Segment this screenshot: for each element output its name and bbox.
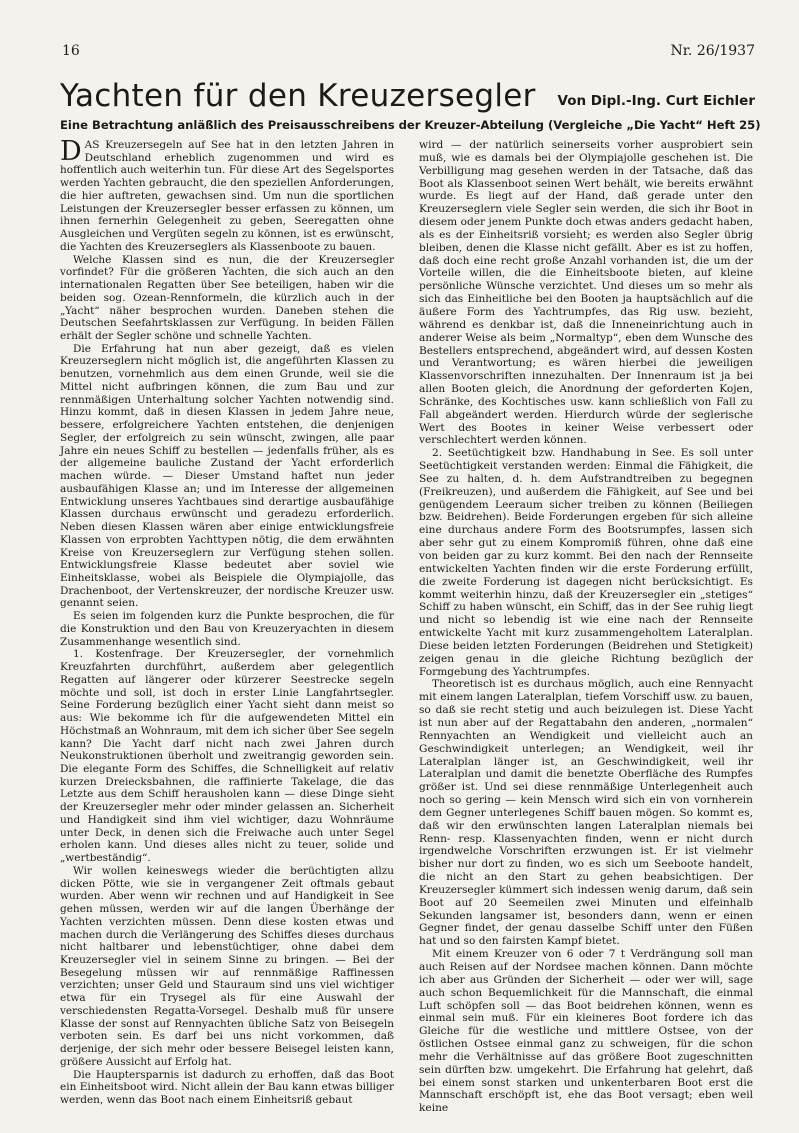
paragraph-text: AS Kreuzersegeln auf See hat in den letzten Jahren in Deutschland erheblich zugenommen und wird es hoffentlich auch weiterhin tun. Für diese Art des Segelsportes werden Yachten gebraucht, die den speziellen Anforderungen, die hier auftreten, gewachsen sind. Um nun die sportlichen Leistungen der Kreuzersegler besser erfassen zu können, um ihnen fernerhin Gelegenheit zu geben, Seeregatten ohne Ausgleichen und Vergüten segeln zu können, ist es erwünscht, die Yachten des Kreuzerseglers als Klassenboote zu bauen.	[60, 139, 394, 253]
paragraph: 2. Seetüchtigkeit bzw. Handhabung in See. Es soll unter Seetüchtigkeit verstanden werden: Einmal die Fähigkeit, die See zu halten, d. h. dem Aufstrandtreiben zu begegnen (Freikreuzen), und außerdem die Fähigkeit, auf See und bei genügendem Leeraum sicher treiben zu können (Beiliegen bzw. Beidrehen). Beide Forderungen ergeben für sich alleine eine durchaus andere Form des Bootsrumpfes, lassen sich aber sehr gut zu einem Kompromiß führen, ohne daß eine von beiden gar zu kurz kommt. Bei den nach der Rennseite entwickelten Yachten finden wir die erste Forderung erfüllt, die zweite Forderung ist dagegen nicht berücksichtigt. Es kommt weiterhin hinzu, daß der Kreuzersegler ein „stetiges“ Schiff zu haben wünscht, ein Schiff, das in der See ruhig liegt und nicht so lebendig ist wie eine nach der Rennseite entwickelte Yacht mit kurz zusammengeholtem Lateralplan. Diese beiden letzten Forderungen (Beidrehen und Stetigkeit) zeigen genau in die gleiche Richtung bezüglich der Formgebung des Yachtrumpfes.	[419, 447, 753, 678]
paragraph: Theoretisch ist es durchaus möglich, auch eine Rennyacht mit einem langen Lateralplan, tiefem Vorschiff usw. zu bauen, so daß sie recht stetig und auch beizulegen ist. Diese Yacht ist nun aber auf der Regattabahn den anderen, „normalen“ Rennyachten an Wendigkeit und vielleicht auch an Geschwindigkeit unterlegen; an Wendigkeit, weil ihr Lateralplan länger ist, an Geschwindigkeit, weil ihr Lateralplan und damit die benetzte Oberfläche des Rumpfes größer ist. Und sei diese rennmäßige Unterlegenheit auch noch so gering — kein Mensch wird sich ein von vornherein dem Gegner unterlegenes Schiff bauen mögen. So kommt es, daß wir den erwünschten langen Lateralplan niemals bei Renn- resp. Klassenyachten finden, wenn er nicht durch irgendwelche Vorschriften erzwungen ist. Er ist vielmehr bisher nur dort zu finden, wo es sich um Seeboote handelt, die nicht an den Start zu gehen beabsichtigen. Der Kreuzersegler kümmert sich indessen wenig darum, daß sein Boot auf 20 Seemeilen zwei Minuten und elfeinhalb Sekunden langsamer ist, besonders dann, wenn er einen Gegner findet, der genau dasselbe Schiff unter den Füßen hat und so den fairsten Kampf bietet.	[419, 678, 753, 948]
paragraph: wird — der natürlich seinerseits vorher ausprobiert sein muß, wie es damals bei der Olympiajolle geschehen ist. Die Verbilligung mag gesehen werden in der Tatsache, daß das Boot als Klassenboot seinen Wert behält, wie bereits erwähnt wurde. Es liegt auf der Hand, daß gerade unter den Kreuzerseglern viele Segler sein werden, die sich ihr Boot in diesem oder jenem Punkte doch etwas anders gedacht haben, als es der Einheitsriß vorsieht; es werden also Segler übrig bleiben, denen die Klasse nicht gefällt. Aber es ist zu hoffen, daß doch eine recht große Anzahl vorhanden ist, die um der Vorteile willen, die die Einheitsboote bieten, auf kleine persönliche Wünsche verzichtet. Und dieses um so mehr als sich das Einheitliche bei den Booten ja hauptsächlich auf die äußere Form des Yachtrumpfes, das Rig usw. bezieht, während es denkbar ist, daß die Inneneinrichtung auch in anderer Weise als beim „Normaltyp“, eben dem Wunsche des Bestellers entsprechend, abgeändert wird, auf dessen Kosten und Verantwortung; es wären hierbei die jeweiligen Klassenvorschriften innezuhalten. Der Innenraum ist ja bei allen Booten gleich, die Anordnung der geforderten Kojen, Schränke, des Kochtisches usw. kann schließlich von Fall zu Fall abgeändert werden. Hierdurch würde der seglerische Wert des Bootes in keiner Weise verbessert oder verschlechtert werden können.	[419, 139, 753, 447]
article-subtitle: Eine Betrachtung anläßlich des Preisausschreibens der Kreuzer-Abteilung (Vergleiche „Die Yacht“ Heft 25)	[60, 118, 761, 132]
article-author: Von Dipl.-Ing. Curt Eichler	[557, 93, 755, 109]
right-column	[419, 139, 753, 1115]
article-title: Yachten für den Kreuzersegler	[60, 78, 536, 114]
paragraph: Die Erfahrung hat nun aber gezeigt, daß es vielen Kreuzerseglern nicht möglich ist, die angeführten Klassen zu benutzen, vornehmlich aus dem einen Grunde, weil sie die Mittel nicht aufbringen können, die zum Bau und zur rennmäßigen Unterhaltung solcher Yachten notwendig sind. Hinzu kommt, daß in diesen Klassen in jedem Jahre neue, bessere, erfolgreichere Yachten entstehen, die denjenigen Segler, der erfolgreich zu sein wünscht, zwingen, alle paar Jahre ein neues Schiff zu bestellen — jedenfalls früher, als es der allgemeine bauliche Zustand der Yacht erforderlich machen würde. — Dieser Umstand haftet nun jeder ausbaufähigen Klasse an; und im Interesse der allgemeinen Entwicklung unseres Yachtbaues sind derartige ausbaufähige Klassen durchaus erwünscht und geradezu erforderlich. Neben diesen Klassen wären aber einige entwicklungsfreie Klassen von erprobten Yachttypen nötig, die dem erwähnten Kreise von Kreuzerseglern zur Verfügung stehen sollen. Entwicklungsfreie Klasse bedeutet aber soviel wie Einheitsklasse, wobei als Beispiele die Olympiajolle, das Drachenboot, der Vertenskreuzer, der nordische Kreuzer usw. genannt seien.	[60, 342, 394, 610]
paragraph: Welche Klassen sind es nun, die der Kreuzersegler vorfindet? Für die größeren Yachten, die sich auch an den internationalen Regatten über See beteiligen, haben wir die beiden sog. Ozean-Rennformeln, die kürzlich auch in der „Yacht“ näher besprochen wurden. Daneben stehen die Deutschen Seefahrtsklassen zur Verfügung. In beiden Fällen erhält der Segler schöne und schnelle Yachten.	[60, 253, 394, 343]
paragraph: 1. Kostenfrage. Der Kreuzersegler, der vornehmlich Kreuzfahrten durchführt, außerdem aber gelegentlich Regatten auf längerer oder kürzerer Seestrecke segeln möchte und soll, ist doch in erster Linie Langfahrtsegler. Seine Forderung bezüglich einer Yacht sieht dann meist so aus: Wie bekomme ich für die aufgewendeten Mittel ein Höchstmaß an Wohnraum, mit dem ich sicher über See segeln kann? Die Yacht darf nicht nach zwei Jahren durch Neukonstruktionen überholt und zweitrangig geworden sein. Die elegante Form des Schiffes, die Schnelligkeit auf relativ kurzen Dreiecksbahnen, die raffinierte Takelage, die das Letzte aus dem Schiff herausholen kann — diese Dinge sieht der Kreuzersegler mehr oder minder gelassen an. Sicherheit und Handigkeit sind ihm viel wichtiger, dazu Wohnräume unter Deck, in denen sich die Freiwache auch unter Segel erholen kann. Und dieses alles nicht zu teuer, solide und „wertbeständig“.	[60, 648, 394, 865]
drop-cap: D	[60, 136, 82, 167]
issue-number: Nr. 26/1937	[670, 43, 755, 59]
paragraph: Die Hauptersparnis ist dadurch zu erhoffen, daß das Boot ein Einheitsboot wird. Nicht allein der Bau kann etwas billiger werden, wenn das Boot nach einem Einheitsriß gebaut	[60, 1068, 394, 1107]
paragraph: Es seien im folgenden kurz die Punkte besprochen, die für die Konstruktion und den Bau von Kreuzeryachten in diesem Zusammenhange wesentlich sind.	[60, 610, 394, 648]
page-number: 16	[62, 43, 80, 59]
left-column	[60, 136, 394, 1107]
paragraph: Wir wollen keineswegs wieder die berüchtigten allzu dicken Pötte, wie sie in vergangener Zeit oftmals gebaut wurden. Aber wenn wir rechnen und auf Handigkeit in See gehen müssen, werden wir auf die langen Überhänge der Yachten verzichten müssen. Denn diese kosten etwas und machen durch die Verlängerung des Schiffes dieses durchaus nicht haltbarer und lebenstüchtiger, ohne dabei dem Kreuzersegler viel in seinem Sinne zu bringen. — Bei der Besegelung müssen wir auf rennmäßige Raffinessen verzichten; unser Geld und Stauraum sind uns viel wichtiger etwa für ein Trysegel als für eine Auswahl der verschiedensten Regatta-Vorsegel. Deshalb muß für unsere Klasse der sonst auf Rennyachten übliche Satz von Beisegeln verboten sein. Es darf bei uns nicht vorkommen, daß derjenige, der sich mehr oder bessere Beisegel leisten kann, größere Aussicht auf Erfolg hat.	[60, 864, 394, 1068]
paragraph	[60, 136, 394, 254]
paragraph: Mit einem Kreuzer von 6 oder 7 t Verdrängung soll man auch Reisen auf der Nordsee machen können. Dann möchte ich aber aus Gründen der Sicherheit — oder wer will, sage auch schon Bequemlichkeit für die Mannschaft, die einmal Luft schöpfen soll — das Boot beidrehen können, wenn es einmal sein muß. Für ein kleineres Boot fordere ich das Gleiche für die westliche und mittlere Ostsee, von der östlichen Ostsee einmal ganz zu schweigen, für die schon mehr die Verhältnisse auf das größere Boot zugeschnitten sein dürften bzw. umgekehrt. Die Erfahrung hat gelehrt, daß bei einem sonst starken und unkenterbaren Boot erst die Mannschaft erschöpft ist, ehe das Boot versagt; eben weil keine	[419, 948, 753, 1115]
